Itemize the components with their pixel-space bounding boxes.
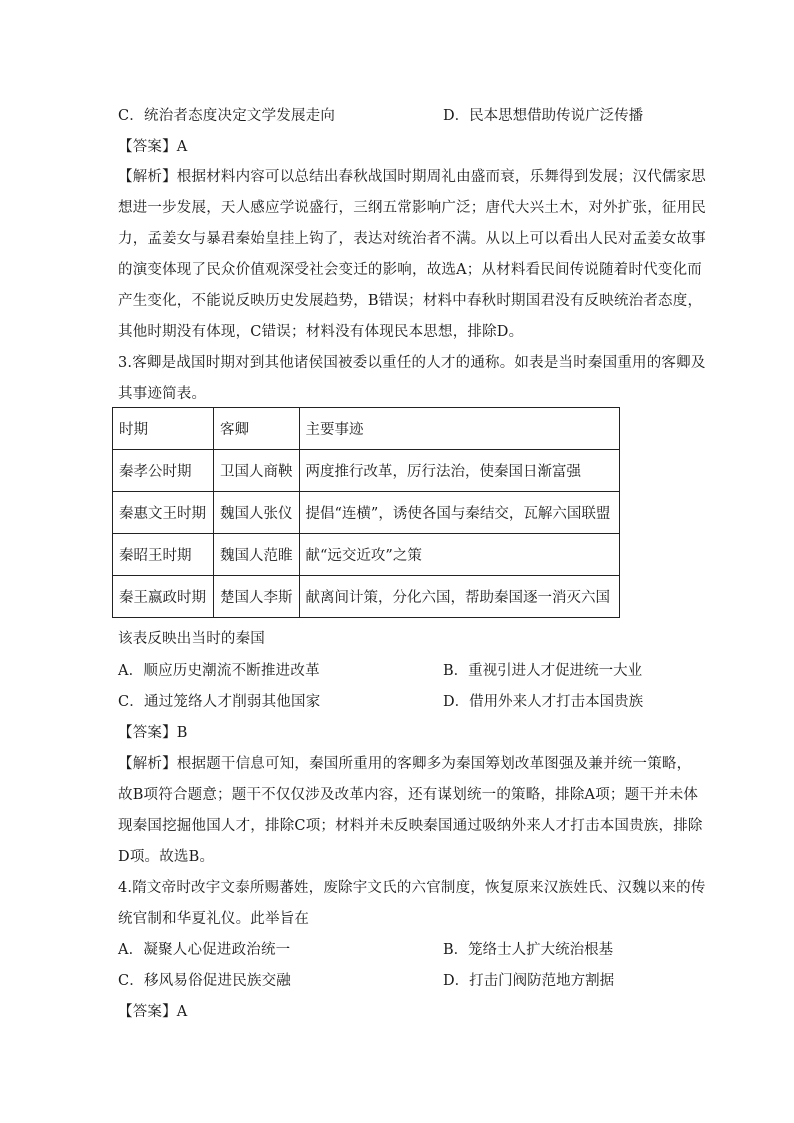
table-row	[113, 576, 620, 618]
q3-table	[112, 407, 620, 618]
table-cell: 两度推行改革，厉行法治，使秦国日渐富强	[299, 450, 619, 492]
table-cell: 献离间计策，分化六国，帮助秦国逐一消灭六国	[299, 576, 619, 618]
table-cell: 秦昭王时期	[113, 534, 214, 576]
table-cell: 提倡“连横”，诱使各国与秦结交，瓦解六国联盟	[299, 492, 619, 534]
q4-option-d: D．打击门阀防范地方割据	[443, 973, 615, 989]
table-cell: 卫国人商鞅	[214, 450, 300, 492]
q2-option-d: D．民本思想借助传说广泛传播	[443, 108, 644, 124]
q3-answer: 【答案】B	[118, 725, 188, 741]
table-row	[113, 492, 620, 534]
q3-analysis-line: 故B项符合题意；题干不仅仅涉及改革内容，还有谋划统一的策略，排除A项；题干并未体	[118, 787, 699, 803]
table-cell: 献“远交近攻”之策	[299, 534, 619, 576]
table-cell: 秦孝公时期	[113, 450, 214, 492]
table-header-cell: 客卿	[214, 408, 300, 450]
q2-answer: 【答案】A	[118, 139, 188, 155]
table-cell: 魏国人张仪	[214, 492, 300, 534]
q3-analysis-line: D项。故选B。	[118, 849, 215, 865]
q2-analysis-line: 的演变体现了民众价值观深受社会变迁的影响，故选A；从材料看民间传说随着时代变化而	[118, 262, 702, 278]
q2-analysis-line: 【解析】根据材料内容可以总结出春秋战国时期周礼由盛而衰，乐舞得到发展；汉代儒家思	[118, 169, 706, 185]
table-cell: 魏国人范睢	[214, 534, 300, 576]
q4-stem-line: 4.隋文帝时改宇文泰所赐蕃姓，废除宇文氏的六官制度，恢复原来汉族姓氏、汉魏以来的传	[118, 880, 706, 896]
table-header-row	[113, 408, 620, 450]
q2-analysis-line: 力，孟姜女与暴君秦始皇挂上钩了，表达对统治者不满。从以上可以看出人民对孟姜女故事	[118, 231, 706, 247]
q4-option-c: C．移风易俗促进民族交融	[118, 973, 291, 989]
q2-option-c: C．统治者态度决定文学发展走向	[118, 108, 336, 124]
q3-option-c: C．通过笼络人才削弱其他国家	[118, 694, 321, 710]
q4-stem-line: 统官制和华夏礼仪。此举旨在	[118, 911, 310, 927]
table-row	[113, 534, 620, 576]
q4-option-a: A．凝聚人心促进政治统一	[118, 942, 291, 958]
table-row	[113, 450, 620, 492]
q2-analysis-line: 其他时期没有体现，C错误；材料没有体现民本思想，排除D。	[118, 324, 524, 340]
table-header-cell: 主要事迹	[299, 408, 619, 450]
q3-option-a: A．顺应历史潮流不断推进改革	[118, 663, 320, 679]
q3-analysis-line: 现秦国挖掘他国人才，排除C项；材料并未反映秦国通过吸纳外来人才打击本国贵族，排除	[118, 818, 703, 834]
q3-question: 该表反映出当时的秦国	[118, 631, 265, 647]
q2-analysis-line: 想进一步发展，天人感应学说盛行，三纲五常影响广泛；唐代大兴土木，对外扩张，征用民	[118, 200, 706, 216]
table-header-cell: 时期	[113, 408, 214, 450]
q3-option-b: B．重视引进人才促进统一大业	[443, 663, 643, 679]
q3-stem-line: 3.客卿是战国时期对到其他诸侯国被委以重任的人才的通称。如表是当时秦国重用的客卿及	[118, 355, 706, 371]
table-cell: 秦王嬴政时期	[113, 576, 214, 618]
q2-analysis-line: 产生变化，不能说反映历史发展趋势，B错误；材料中春秋时期国君没有反映统治者态度，	[118, 293, 703, 309]
q4-answer: 【答案】A	[118, 1004, 188, 1020]
q4-option-b: B．笼络士人扩大统治根基	[443, 942, 614, 958]
q3-stem-line: 其事迹简表。	[118, 386, 207, 402]
table-cell: 秦惠文王时期	[113, 492, 214, 534]
q3-option-d: D．借用外来人才打击本国贵族	[443, 694, 644, 710]
table-cell: 楚国人李斯	[214, 576, 300, 618]
q3-analysis-line: 【解析】根据题干信息可知，秦国所重用的客卿多为秦国筹划改革图强及兼并统一策略，	[118, 756, 692, 772]
